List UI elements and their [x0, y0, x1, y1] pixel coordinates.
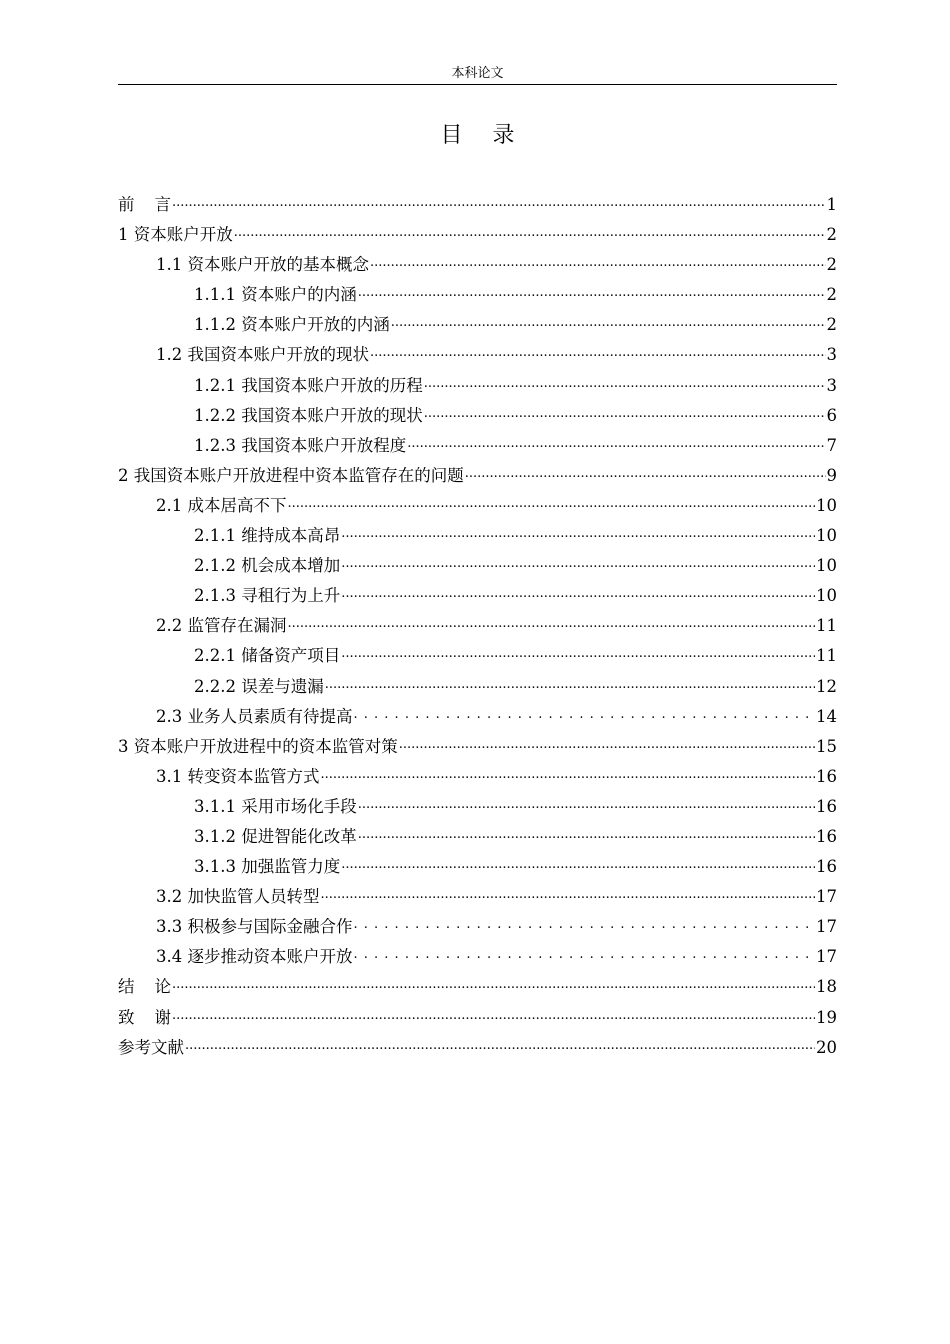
toc-page-number: 10 — [816, 586, 837, 606]
toc-entry[interactable] — [118, 190, 837, 220]
toc-dot-leader — [465, 467, 826, 481]
toc-dot-leader — [172, 978, 815, 992]
toc-title: 目录 — [440, 123, 545, 148]
toc-entry[interactable] — [118, 340, 837, 370]
toc-page-number: 12 — [816, 676, 837, 696]
toc-page-number: 16 — [816, 857, 837, 877]
toc-dot-leader — [370, 256, 826, 270]
toc-entry-title: 参考文献 — [118, 1037, 184, 1057]
toc-entry[interactable] — [118, 732, 837, 762]
document-page — [118, 0, 837, 1344]
toc-entry-title: 结论 — [118, 977, 171, 997]
toc-page-number: 16 — [816, 826, 837, 846]
toc-page-number: 11 — [816, 646, 837, 666]
toc-dot-leader — [424, 377, 826, 391]
toc-page-number: 3 — [826, 375, 837, 395]
toc-entry-title: 1.2.3 我国资本账户开放程度 — [194, 435, 407, 455]
toc-dot-leader — [288, 617, 816, 631]
toc-dot-leader — [354, 918, 816, 932]
toc-entry-title: 2.2.1 储备资产项目 — [194, 646, 341, 666]
toc-entry[interactable] — [118, 491, 837, 521]
toc-entry-title: 3 资本账户开放进程中的资本监管对策 — [118, 736, 398, 756]
toc-page-number: 9 — [826, 465, 837, 485]
toc-entry-title: 1.1 资本账户开放的基本概念 — [156, 255, 369, 275]
toc-entry-title: 3.2 加快监管人员转型 — [156, 887, 320, 907]
toc-entry[interactable] — [118, 882, 837, 912]
toc-entry-title: 3.1.2 促进智能化改革 — [194, 826, 357, 846]
toc-entry[interactable] — [118, 792, 837, 822]
toc-dot-leader — [172, 196, 826, 210]
toc-entry-title: 3.1.3 加强监管力度 — [194, 857, 341, 877]
toc-entry-title: 1.2.1 我国资本账户开放的历程 — [194, 375, 423, 395]
toc-dot-leader — [370, 346, 826, 360]
toc-entry-title: 3.4 逐步推动资本账户开放 — [156, 947, 353, 967]
toc-page-number: 16 — [816, 796, 837, 816]
running-header: 本科论文 — [118, 64, 837, 85]
toc-page-number: 20 — [816, 1037, 837, 1057]
toc-entry[interactable] — [118, 942, 837, 972]
toc-dot-leader — [288, 497, 816, 511]
toc-entry[interactable] — [118, 521, 837, 551]
toc-page-number: 16 — [816, 766, 837, 786]
table-of-contents — [118, 190, 837, 1063]
toc-entry[interactable] — [118, 1003, 837, 1033]
toc-page-number: 7 — [826, 435, 837, 455]
toc-dot-leader — [358, 828, 815, 842]
toc-page-number: 2 — [826, 225, 837, 245]
toc-dot-leader — [341, 557, 815, 571]
toc-entry-title: 1.1.2 资本账户开放的内涵 — [194, 315, 390, 335]
toc-entry-title: 2 我国资本账户开放进程中资本监管存在的问题 — [118, 465, 464, 485]
toc-page-number: 17 — [816, 887, 837, 907]
toc-dot-leader — [354, 948, 816, 962]
toc-entry-title: 2.3 业务人员素质有待提高 — [156, 706, 353, 726]
toc-entry[interactable] — [118, 280, 837, 310]
toc-page-number: 6 — [826, 405, 837, 425]
toc-entry[interactable] — [118, 1033, 837, 1063]
toc-entry[interactable] — [118, 762, 837, 792]
toc-entry[interactable] — [118, 972, 837, 1002]
toc-entry[interactable] — [118, 551, 837, 581]
toc-entry-title: 1.2 我国资本账户开放的现状 — [156, 345, 369, 365]
toc-entry[interactable] — [118, 310, 837, 340]
toc-dot-leader — [341, 587, 815, 601]
toc-dot-leader — [354, 708, 816, 722]
toc-entry[interactable] — [118, 641, 837, 671]
toc-entry-title: 3.1 转变资本监管方式 — [156, 766, 320, 786]
toc-page-number: 11 — [816, 616, 837, 636]
toc-page-number: 2 — [826, 315, 837, 335]
toc-dot-leader — [341, 647, 815, 661]
toc-dot-leader — [341, 858, 815, 872]
toc-page-number: 1 — [826, 195, 837, 214]
toc-entry-title: 1.2.2 我国资本账户开放的现状 — [194, 405, 423, 425]
toc-dot-leader — [321, 888, 816, 902]
toc-entry[interactable] — [118, 250, 837, 280]
toc-entry[interactable] — [118, 822, 837, 852]
toc-page-number: 10 — [816, 495, 837, 515]
toc-page-number: 17 — [816, 917, 837, 937]
toc-dot-leader — [407, 437, 825, 451]
toc-dot-leader — [325, 678, 815, 692]
toc-page-number: 2 — [826, 255, 837, 275]
toc-entry-title: 3.1.1 采用市场化手段 — [194, 796, 357, 816]
toc-entry-title: 2.1.1 维持成本高昂 — [194, 526, 341, 546]
toc-entry[interactable] — [118, 702, 837, 732]
toc-dot-leader — [234, 226, 826, 240]
toc-page-number: 15 — [816, 736, 837, 756]
toc-dot-leader — [391, 316, 826, 330]
toc-entry-title: 2.2 监管存在漏洞 — [156, 616, 287, 636]
toc-entry[interactable] — [118, 581, 837, 611]
toc-entry[interactable] — [118, 371, 837, 401]
toc-entry-title: 2.1.3 寻租行为上升 — [194, 586, 341, 606]
toc-entry[interactable] — [118, 431, 837, 461]
toc-dot-leader — [424, 407, 826, 421]
toc-entry[interactable] — [118, 912, 837, 942]
toc-entry[interactable] — [118, 401, 837, 431]
toc-entry[interactable] — [118, 852, 837, 882]
toc-dot-leader — [185, 1039, 815, 1053]
toc-page-number: 17 — [816, 947, 837, 967]
toc-page-number: 18 — [816, 977, 837, 997]
toc-entry-title: 3.3 积极参与国际金融合作 — [156, 917, 353, 937]
toc-page-number: 10 — [816, 526, 837, 546]
toc-dot-leader — [399, 738, 815, 752]
toc-page-number: 2 — [826, 285, 837, 305]
toc-entry[interactable] — [118, 672, 837, 702]
toc-entry-title: 1.1.1 资本账户的内涵 — [194, 285, 357, 305]
toc-entry-title: 2.2.2 误差与遗漏 — [194, 676, 324, 696]
toc-entry-title: 2.1.2 机会成本增加 — [194, 556, 341, 576]
toc-entry-title: 前言 — [118, 195, 171, 214]
toc-page-number: 14 — [816, 706, 837, 726]
toc-entry[interactable] — [118, 611, 837, 641]
toc-dot-leader — [321, 768, 816, 782]
toc-page-number: 10 — [816, 556, 837, 576]
toc-entry[interactable] — [118, 220, 837, 250]
toc-dot-leader — [358, 798, 815, 812]
toc-page-number: 19 — [816, 1007, 837, 1027]
toc-entry[interactable] — [118, 461, 837, 491]
toc-entry-title: 1 资本账户开放 — [118, 225, 233, 245]
toc-dot-leader — [358, 286, 826, 300]
toc-entry-title: 2.1 成本居高不下 — [156, 495, 287, 515]
toc-dot-leader — [172, 1009, 815, 1023]
toc-entry-title: 致谢 — [118, 1007, 171, 1027]
toc-page-number: 3 — [826, 345, 837, 365]
toc-dot-leader — [341, 527, 815, 541]
